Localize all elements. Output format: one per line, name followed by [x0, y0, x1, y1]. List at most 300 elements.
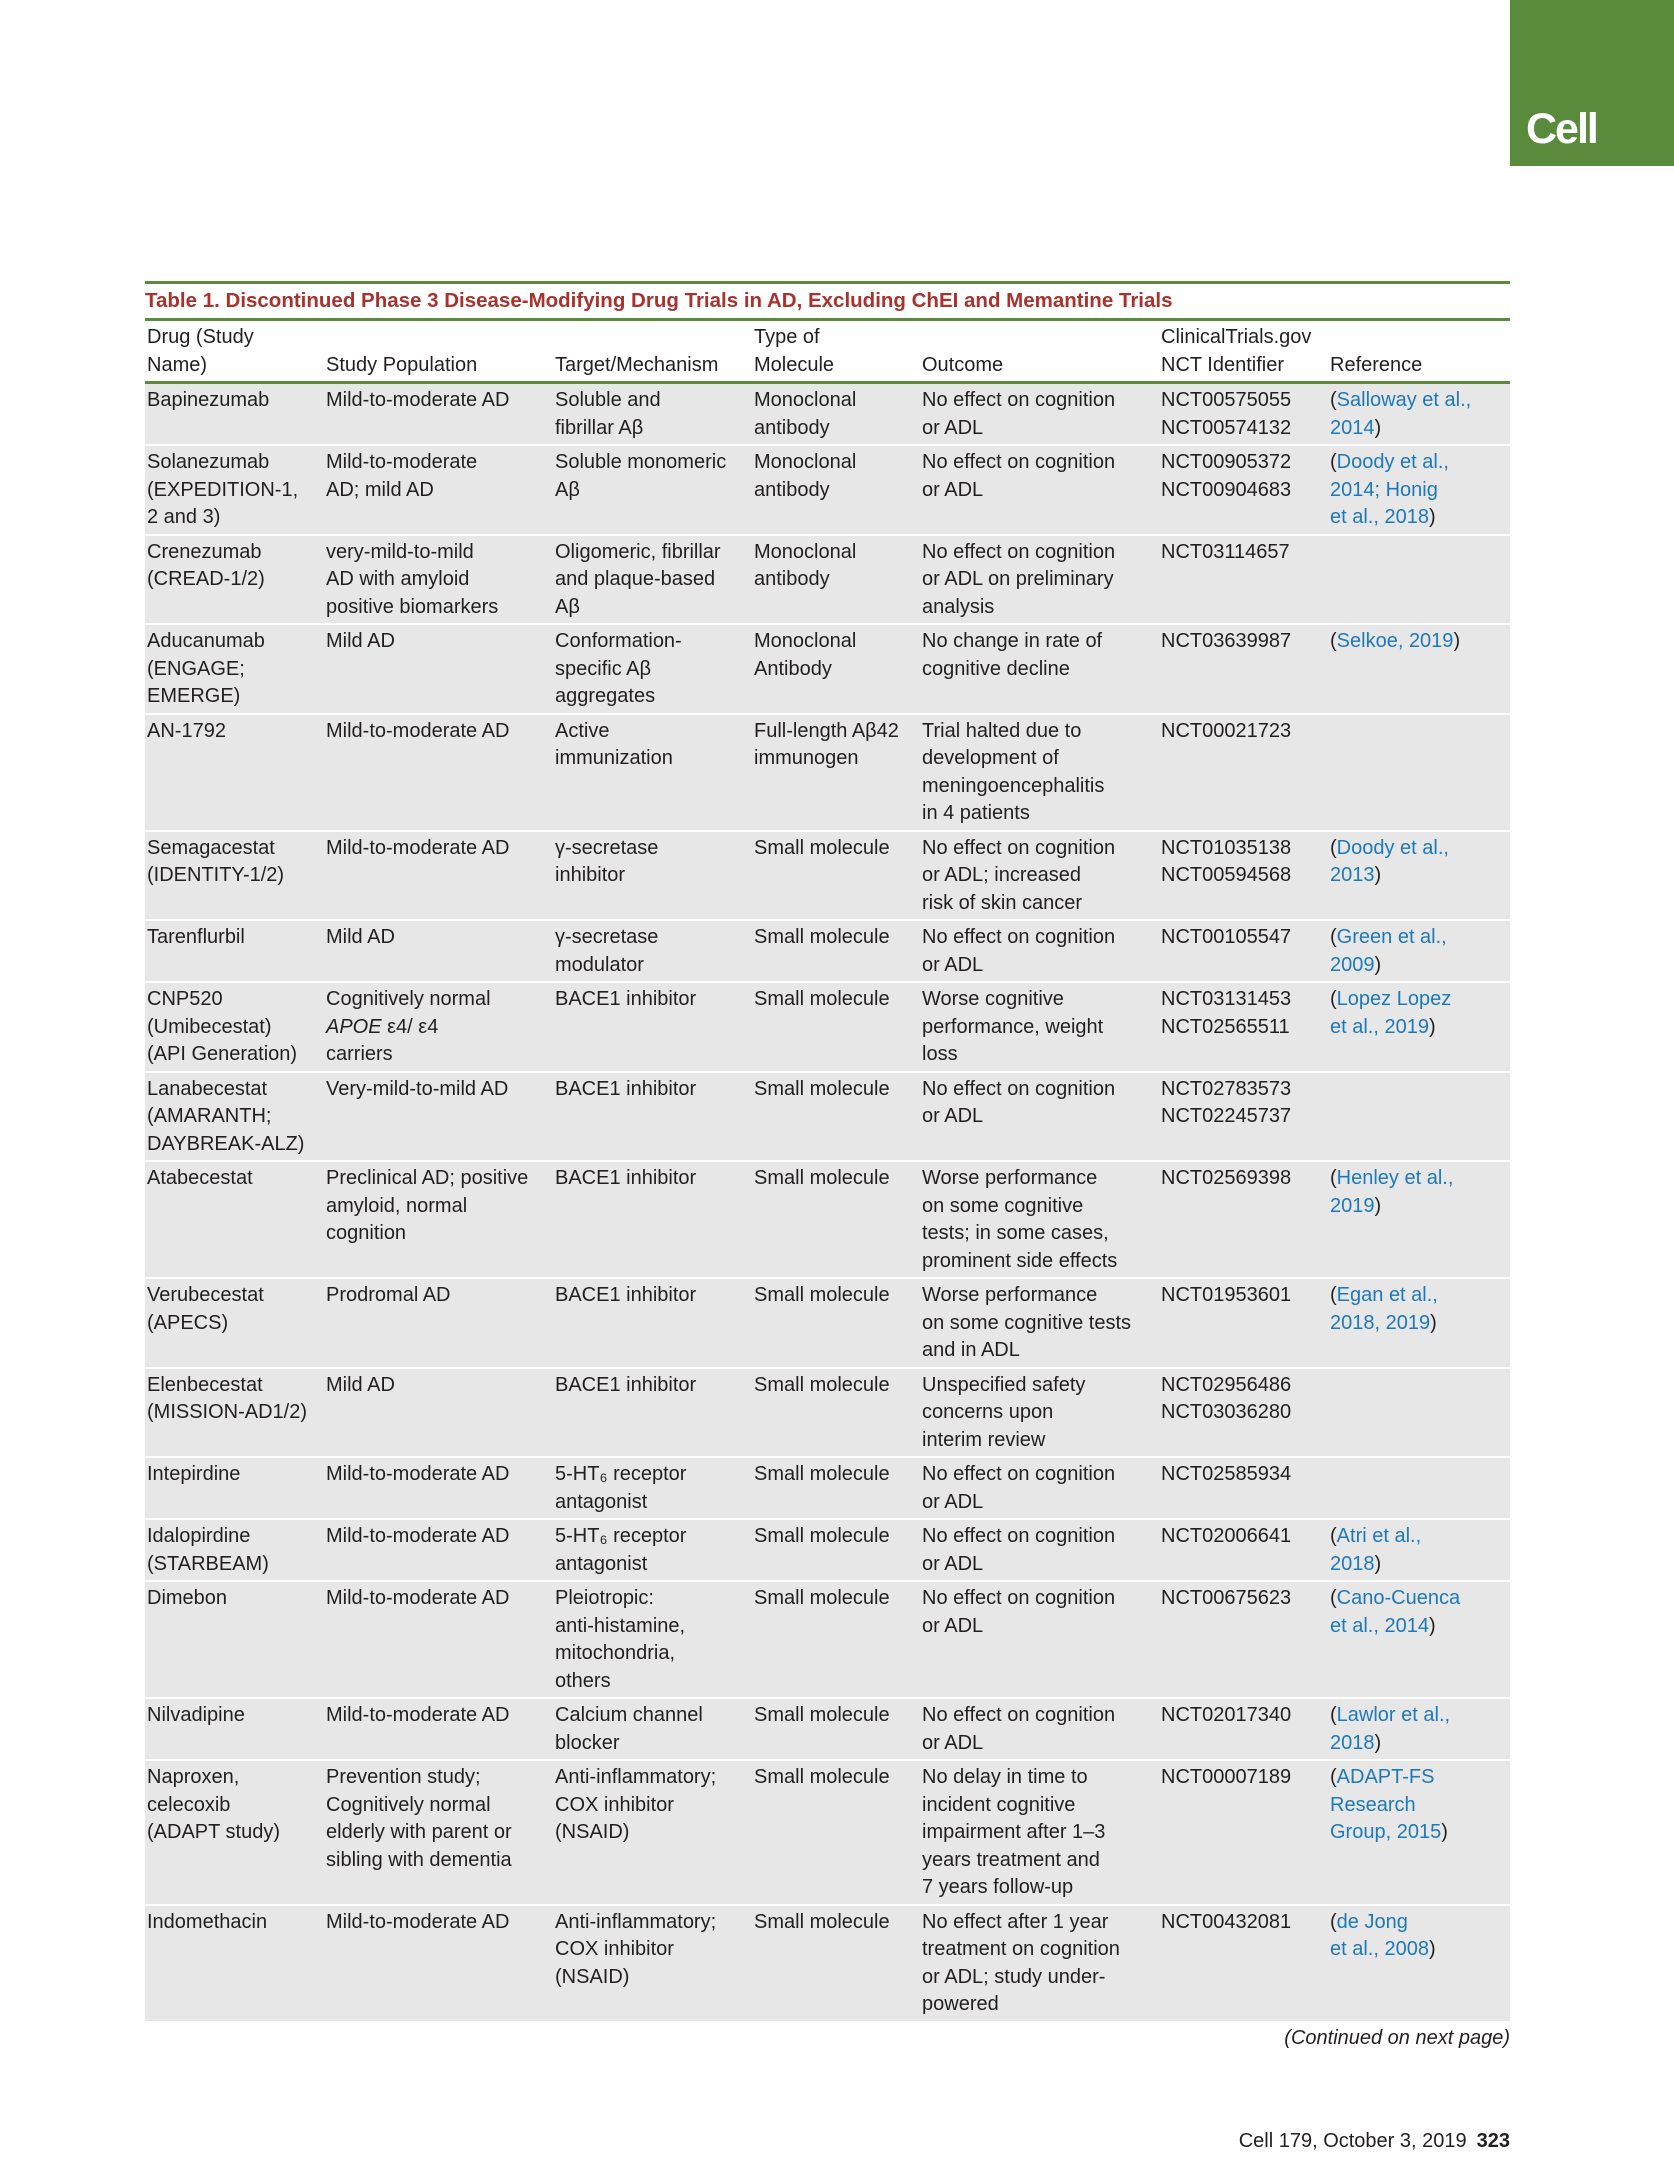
- cell-line: meningoencephalitis: [922, 774, 1105, 797]
- table-row: [145, 982, 1510, 1072]
- cell-outcome: [920, 1457, 1159, 1519]
- cell-nct: [1159, 1457, 1328, 1519]
- reference-link[interactable]: de Jong: [1336, 1910, 1408, 1933]
- reference-link[interactable]: 2018: [1330, 1552, 1375, 1575]
- cell-line: and plaque-based: [555, 568, 716, 590]
- table-row: [145, 383, 1510, 446]
- cell-line: No effect on cognition: [922, 389, 1116, 411]
- cell-line: NCT02017340: [1161, 1704, 1292, 1726]
- reference-link[interactable]: 2019: [1330, 1194, 1375, 1217]
- cell-line: loss: [922, 1043, 958, 1065]
- cell-drug: [145, 714, 324, 831]
- table-row: [145, 714, 1510, 831]
- cell-line: treatment on cognition: [922, 1938, 1120, 1960]
- cell-line: Soluble monomeric: [555, 451, 727, 473]
- cell-molecule: [752, 535, 920, 625]
- cell-line: Pleiotropic:: [555, 1587, 654, 1609]
- cell-line: antibody: [754, 478, 830, 501]
- cell-line: Cognitively normal: [326, 988, 491, 1010]
- cell-drug: [145, 1457, 324, 1519]
- cell-line: carriers: [326, 1043, 393, 1065]
- cell-line: Crenezumab: [147, 540, 262, 563]
- cell-line: Atabecestat: [147, 1167, 253, 1189]
- table-header-row: [145, 321, 1510, 383]
- cell-line: and in ADL: [922, 1339, 1020, 1361]
- cell-line: blocker: [555, 1731, 620, 1754]
- table-row: [145, 920, 1510, 982]
- cell-line: mitochondria,: [555, 1642, 676, 1664]
- header-outcome: [920, 321, 1159, 383]
- cell-line: NCT02585934: [1161, 1463, 1292, 1485]
- cell-drug: [145, 535, 324, 625]
- cell-line: immunization: [555, 747, 673, 769]
- cell-nct: [1159, 982, 1328, 1072]
- cell-line: (IDENTITY-1/2): [147, 864, 285, 886]
- cell-line: Calcium channel: [555, 1704, 703, 1726]
- reference-link[interactable]: et al., 2008: [1330, 1938, 1429, 1960]
- cell-line: analysis: [922, 595, 995, 618]
- cell-reference: [1328, 982, 1510, 1072]
- reference-line: (Egan et al.,: [1330, 1284, 1438, 1306]
- reference-line: Group, 2015): [1330, 1821, 1448, 1843]
- cell-reference: [1328, 1457, 1510, 1519]
- cell-line: cognitive decline: [922, 657, 1070, 680]
- cell-target: [553, 982, 752, 1072]
- cell-molecule: [752, 1072, 920, 1162]
- cell-nct: [1159, 1519, 1328, 1581]
- cell-line: NCT01035138: [1161, 836, 1292, 859]
- cell-nct: [1159, 1760, 1328, 1905]
- table-row: [145, 1457, 1510, 1519]
- cell-line: on some cognitive tests: [922, 1311, 1131, 1334]
- cell-line: antagonist: [555, 1490, 648, 1513]
- table-row: [145, 1905, 1510, 2022]
- cell-reference: [1328, 1760, 1510, 1905]
- cell-line: or ADL on preliminary: [922, 568, 1114, 590]
- header-line: Drug (Study: [147, 326, 254, 348]
- cell-target: [553, 831, 752, 921]
- cell-molecule: [752, 1519, 920, 1581]
- cell-line: NCT00575055: [1161, 389, 1292, 411]
- reference-line: 2009): [1330, 953, 1382, 976]
- reference-link[interactable]: 2018, 2019: [1330, 1311, 1431, 1334]
- cell-nct: [1159, 1072, 1328, 1162]
- table-row: [145, 1698, 1510, 1760]
- cell-line: Aβ: [555, 595, 580, 618]
- reference-line: 2018): [1330, 1731, 1382, 1754]
- reference-link[interactable]: 2013: [1330, 864, 1375, 886]
- cell-line: or ADL: [922, 416, 984, 439]
- table-row: [145, 1581, 1510, 1698]
- cell-line: No effect on cognition: [922, 1704, 1116, 1726]
- cell-line: or ADL: [922, 1105, 984, 1127]
- cell-drug: [145, 1519, 324, 1581]
- cell-nct: [1159, 920, 1328, 982]
- cell-outcome: [920, 1581, 1159, 1698]
- cell-population: [324, 1519, 553, 1581]
- cell-drug: [145, 1760, 324, 1905]
- cell-target: [553, 1698, 752, 1760]
- footer-citation: Cell 179, October 3, 2019: [1238, 2130, 1467, 2152]
- cell-line: NCT02569398: [1161, 1167, 1292, 1189]
- cell-drug: [145, 624, 324, 714]
- cell-line: Tarenflurbil: [147, 926, 245, 948]
- cell-outcome: [920, 1519, 1159, 1581]
- cell-nct: [1159, 831, 1328, 921]
- cell-line: γ-secretase: [555, 836, 659, 859]
- cell-line: BACE1 inhibitor: [555, 1284, 697, 1306]
- cell-line: or ADL: [922, 478, 984, 501]
- cell-line: Anti-inflammatory;: [555, 1910, 717, 1933]
- table-row: [145, 831, 1510, 921]
- cell-target: [553, 1072, 752, 1162]
- cell-line: Mild-to-moderate AD: [326, 1704, 510, 1726]
- header-line: Target/Mechanism: [555, 354, 719, 376]
- reference-line: [1330, 477, 1510, 505]
- cell-target: [553, 920, 752, 982]
- reference-link[interactable]: Lopez Lopez: [1336, 988, 1452, 1010]
- cell-target: [553, 1905, 752, 2022]
- cell-nct: [1159, 1368, 1328, 1458]
- cell-outcome: [920, 1368, 1159, 1458]
- cell-outcome: [920, 1161, 1159, 1278]
- cell-nct: [1159, 1278, 1328, 1368]
- reference-link[interactable]: ADAPT-FS: [1336, 1766, 1435, 1788]
- cell-line: No effect on cognition: [922, 836, 1116, 859]
- cell-molecule: [752, 1698, 920, 1760]
- cell-line: AD with amyloid: [326, 568, 470, 590]
- reference-link[interactable]: Green et al.,: [1336, 926, 1447, 948]
- cell-line: Small molecule: [754, 1077, 890, 1100]
- reference-link[interactable]: Egan et al.,: [1336, 1284, 1438, 1306]
- cell-reference: [1328, 1519, 1510, 1581]
- cell-line: Naproxen,: [147, 1766, 240, 1788]
- reference-link[interactable]: Research: [1330, 1793, 1416, 1816]
- cell-nct: [1159, 1581, 1328, 1698]
- reference-line: (Cano-Cuenca: [1330, 1587, 1461, 1609]
- cell-line: antibody: [754, 568, 830, 590]
- cell-line: Small molecule: [754, 1284, 890, 1306]
- cell-molecule: [752, 714, 920, 831]
- cell-line: very-mild-to-mild: [326, 540, 474, 563]
- reference-line: et al., 2019): [1330, 1015, 1436, 1038]
- cell-line: No effect on cognition: [922, 540, 1116, 563]
- cell-line: (NSAID): [555, 1821, 630, 1843]
- cell-line: CNP520: [147, 988, 223, 1010]
- cell-line: Mild AD: [326, 630, 395, 652]
- cell-line: Trial halted due to: [922, 719, 1082, 742]
- reference-line: (Salloway et al.,: [1330, 389, 1472, 411]
- cell-line: in 4 patients: [922, 802, 1030, 824]
- cell-line: Cognitively normal: [326, 1793, 491, 1816]
- cell-drug: [145, 920, 324, 982]
- cell-line: immunogen: [754, 747, 859, 769]
- cell-target: [553, 1161, 752, 1278]
- cell-line: or ADL: [922, 1552, 984, 1575]
- reference-link[interactable]: Doody et al.,: [1336, 836, 1449, 859]
- cell-line: (CREAD-1/2): [147, 568, 265, 590]
- cell-line: NCT02565511: [1161, 1015, 1290, 1038]
- reference-link[interactable]: Selkoe, 2019: [1336, 630, 1454, 652]
- reference-link[interactable]: 2018: [1330, 1731, 1375, 1754]
- cell-nct: [1159, 1698, 1328, 1760]
- cell-molecule: [752, 1581, 920, 1698]
- header-line: Type of: [754, 326, 820, 348]
- cell-line: APOE ε4/ ε4: [326, 1015, 439, 1038]
- cell-line: (API Generation): [147, 1043, 298, 1065]
- cell-line: Mild-to-moderate AD: [326, 1463, 510, 1485]
- cell-drug: [145, 1278, 324, 1368]
- cell-line: (EXPEDITION-1,: [147, 478, 299, 501]
- cell-line: (AMARANTH;: [147, 1105, 272, 1127]
- cell-line: antibody: [754, 416, 830, 439]
- cell-line: Active: [555, 719, 610, 742]
- cell-line: or ADL: [922, 1490, 984, 1513]
- cell-molecule: [752, 624, 920, 714]
- cell-population: [324, 714, 553, 831]
- reference-line: (Doody et al.,: [1330, 836, 1449, 859]
- cell-line: NCT00594568: [1161, 864, 1292, 886]
- cell-drug: [145, 1698, 324, 1760]
- cell-line: Small molecule: [754, 1910, 890, 1933]
- cell-population: [324, 1698, 553, 1760]
- cell-nct: [1159, 383, 1328, 446]
- cell-nct: [1159, 535, 1328, 625]
- cell-drug: [145, 383, 324, 446]
- cell-line: Small molecule: [754, 1587, 890, 1609]
- cell-target: [553, 1457, 752, 1519]
- cell-line: EMERGE): [147, 685, 241, 707]
- table-row: [145, 624, 1510, 714]
- cell-line: performance, weight: [922, 1015, 1104, 1038]
- cell-line: Monoclonal: [754, 540, 857, 563]
- table-row: [145, 535, 1510, 625]
- cell-line: Mild AD: [326, 926, 395, 948]
- cell-line: Small molecule: [754, 926, 890, 948]
- cell-line: Mild-to-moderate AD: [326, 389, 510, 411]
- cell-line: impairment after 1–3: [922, 1821, 1106, 1843]
- cell-population: [324, 1760, 553, 1905]
- reference-line: (Doody et al.,: [1330, 451, 1449, 473]
- reference-link[interactable]: Group, 2015: [1330, 1821, 1442, 1843]
- cell-line: Antibody: [754, 657, 832, 680]
- cell-outcome: [920, 982, 1159, 1072]
- cell-line: Small molecule: [754, 1704, 890, 1726]
- cell-molecule: [752, 1368, 920, 1458]
- header-nct: [1159, 321, 1328, 383]
- cell-line: 7 years follow-up: [922, 1876, 1074, 1898]
- cell-line: or ADL; study under-: [922, 1965, 1106, 1988]
- cell-molecule: [752, 982, 920, 1072]
- cell-population: [324, 624, 553, 714]
- cell-line: Mild-to-moderate AD: [326, 836, 510, 859]
- cell-line: (APECS): [147, 1311, 229, 1334]
- header-molecule: [752, 321, 920, 383]
- cell-line: (NSAID): [555, 1965, 630, 1988]
- cell-line: Unspecified safety: [922, 1373, 1086, 1396]
- cell-line: Monoclonal: [754, 389, 857, 411]
- reference-line: 2019): [1330, 1194, 1382, 1217]
- reference-line: (Selkoe, 2019): [1330, 630, 1461, 652]
- cell-line: BACE1 inhibitor: [555, 1077, 697, 1100]
- page-footer: [1239, 2127, 1510, 2155]
- cell-outcome: [920, 624, 1159, 714]
- cell-line: specific Aβ: [555, 657, 651, 680]
- reference-line: (ADAPT-FS: [1330, 1766, 1435, 1788]
- cell-line: Prevention study;: [326, 1766, 481, 1788]
- cell-line: NCT00904683: [1161, 478, 1292, 501]
- cell-reference: [1328, 831, 1510, 921]
- cell-target: [553, 535, 752, 625]
- cell-line: No delay in time to: [922, 1766, 1088, 1788]
- reference-line: et al., 2008): [1330, 1938, 1436, 1960]
- reference-link[interactable]: Salloway et al.,: [1336, 389, 1472, 411]
- cell-outcome: [920, 445, 1159, 535]
- reference-link[interactable]: Cano-Cuenca: [1336, 1587, 1461, 1609]
- cell-line: Mild AD: [326, 1373, 395, 1396]
- cell-outcome: [920, 1905, 1159, 2022]
- cell-reference: [1328, 1161, 1510, 1278]
- cell-line: cognition: [326, 1222, 407, 1244]
- cell-line: No effect on cognition: [922, 1525, 1116, 1547]
- table-row: [145, 1072, 1510, 1162]
- cell-line: or ADL: [922, 953, 984, 976]
- reference-line: (Green et al.,: [1330, 926, 1447, 948]
- cell-line: Small molecule: [754, 1463, 890, 1485]
- reference-line: 2018, 2019): [1330, 1311, 1437, 1334]
- cell-line: NCT00905372: [1161, 451, 1292, 473]
- cell-population: [324, 1161, 553, 1278]
- cell-line: fibrillar Aβ: [555, 416, 644, 439]
- cell-nct: [1159, 624, 1328, 714]
- cell-reference: [1328, 383, 1510, 446]
- cell-molecule: [752, 1905, 920, 2022]
- cell-line: (Umibecestat): [147, 1015, 272, 1038]
- cell-line: Very-mild-to-mild AD: [326, 1077, 509, 1100]
- cell-line: Elenbecestat: [147, 1373, 263, 1396]
- reference-link[interactable]: Lawlor et al.,: [1336, 1704, 1451, 1726]
- header-line: Outcome: [922, 354, 1004, 376]
- cell-population: [324, 982, 553, 1072]
- cell-line: Mild-to-moderate AD: [326, 1525, 510, 1547]
- table-title: Table 1. Discontinued Phase 3 Disease-Modifying Drug Trials in AD, Excluding ChEI and Memantine Trials: [145, 289, 1173, 312]
- cell-line: COX inhibitor: [555, 1938, 674, 1960]
- cell-target: [553, 1581, 752, 1698]
- journal-brand-tab: [1510, 0, 1674, 166]
- cell-line: AD; mild AD: [326, 478, 434, 501]
- cell-line: Worse cognitive: [922, 988, 1064, 1010]
- cell-line: NCT01953601: [1161, 1284, 1292, 1306]
- cell-line: NCT02956486: [1161, 1373, 1292, 1396]
- header-line: Reference: [1330, 354, 1423, 376]
- cell-line: incident cognitive: [922, 1793, 1076, 1816]
- cell-line: Aducanumab: [147, 630, 265, 652]
- reference-link[interactable]: 2014; Honig: [1330, 478, 1438, 501]
- cell-line: NCT02245737: [1161, 1105, 1292, 1127]
- continued-note: (Continued on next page): [1284, 2027, 1510, 2049]
- cell-outcome: [920, 920, 1159, 982]
- cell-line: Oligomeric, fibrillar: [555, 540, 721, 563]
- cell-line: risk of skin cancer: [922, 891, 1083, 914]
- cell-reference: [1328, 535, 1510, 625]
- reference-line: 2018): [1330, 1552, 1382, 1575]
- header-reference: [1328, 321, 1510, 383]
- reference-line: (Lawlor et al.,: [1330, 1704, 1451, 1726]
- cell-line: on some cognitive: [922, 1194, 1084, 1217]
- cell-line: others: [555, 1669, 611, 1692]
- reference-link[interactable]: et al., 2014: [1330, 1614, 1429, 1637]
- cell-line: Full-length Aβ42: [754, 719, 899, 742]
- cell-population: [324, 1457, 553, 1519]
- cell-line: antagonist: [555, 1552, 648, 1575]
- cell-line: Mild-to-moderate: [326, 451, 478, 473]
- cell-line: Worse performance: [922, 1167, 1098, 1189]
- reference-link[interactable]: Doody et al.,: [1336, 451, 1449, 473]
- cell-reference: [1328, 1278, 1510, 1368]
- reference-link[interactable]: 2009: [1330, 953, 1375, 976]
- cell-target: [553, 714, 752, 831]
- cell-line: (ADAPT study): [147, 1821, 280, 1843]
- cell-line: NCT02006641: [1161, 1525, 1292, 1547]
- cell-line: Mild-to-moderate AD: [326, 719, 510, 742]
- reference-link[interactable]: 2014: [1330, 416, 1375, 439]
- cell-molecule: [752, 1760, 920, 1905]
- cell-line: Mild-to-moderate AD: [326, 1910, 510, 1933]
- cell-line: AN-1792: [147, 719, 226, 742]
- cell-outcome: [920, 383, 1159, 446]
- cell-line: Prodromal AD: [326, 1284, 451, 1306]
- table-body: [145, 383, 1510, 2022]
- cell-line: Nilvadipine: [147, 1704, 245, 1726]
- cell-line: Solanezumab: [147, 451, 270, 473]
- table-row: [145, 1760, 1510, 1905]
- cell-line: (ENGAGE;: [147, 657, 245, 680]
- reference-link[interactable]: Atri et al.,: [1336, 1525, 1422, 1547]
- cell-drug: [145, 831, 324, 921]
- cell-line: BACE1 inhibitor: [555, 1373, 697, 1396]
- cell-line: (MISSION-AD1/2): [147, 1401, 308, 1423]
- cell-line: Semagacestat: [147, 836, 275, 859]
- cell-outcome: [920, 1760, 1159, 1905]
- cell-line: NCT00574132: [1161, 416, 1292, 439]
- cell-reference: [1328, 624, 1510, 714]
- header-target: [553, 321, 752, 383]
- cell-line: Intepirdine: [147, 1463, 241, 1485]
- header-line: NCT Identifier: [1161, 354, 1285, 376]
- cell-population: [324, 831, 553, 921]
- cell-molecule: [752, 383, 920, 446]
- cell-line: prominent side effects: [922, 1249, 1118, 1272]
- cell-reference: [1328, 445, 1510, 535]
- reference-link[interactable]: et al., 2019: [1330, 1015, 1429, 1038]
- cell-molecule: [752, 920, 920, 982]
- reference-link[interactable]: et al., 2018: [1330, 506, 1429, 528]
- cell-line: or ADL: [922, 1614, 984, 1637]
- header-line: Study Population: [326, 354, 478, 376]
- cell-molecule: [752, 1161, 920, 1278]
- cell-population: [324, 1581, 553, 1698]
- cell-line: development of: [922, 747, 1059, 769]
- cell-line: NCT00007189: [1161, 1766, 1292, 1788]
- cell-line: elderly with parent or: [326, 1821, 512, 1843]
- cell-molecule: [752, 831, 920, 921]
- cell-line: (STARBEAM): [147, 1552, 269, 1575]
- cell-line: Soluble and: [555, 389, 661, 411]
- cell-line: 5-HT₆ receptor: [555, 1463, 687, 1485]
- cell-line: or ADL: [922, 1731, 984, 1754]
- cell-line: NCT00675623: [1161, 1587, 1292, 1609]
- reference-link[interactable]: Henley et al.,: [1336, 1167, 1454, 1189]
